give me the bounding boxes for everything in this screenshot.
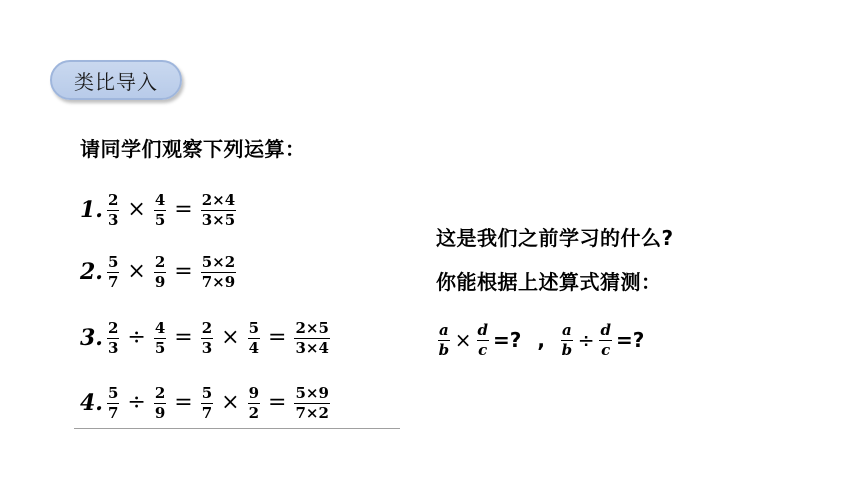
fraction-denominator: 3 xyxy=(201,338,213,357)
fraction-numerator: 2 xyxy=(107,190,119,209)
equation-number: 3. xyxy=(80,325,103,351)
formula-right-operator: ÷ xyxy=(577,328,595,352)
fraction xyxy=(294,318,329,357)
fraction-numerator: 4 xyxy=(154,318,166,337)
fraction-numerator: 5×2 xyxy=(201,252,236,271)
fraction-numerator: 2 xyxy=(154,252,166,271)
fraction-denominator: 3×5 xyxy=(201,210,236,229)
fraction-denominator: 7 xyxy=(201,403,213,422)
section-badge xyxy=(50,60,182,100)
fraction-numerator: 5×9 xyxy=(295,383,329,402)
fraction-numerator: 2 xyxy=(201,318,213,337)
operator: × xyxy=(221,325,240,350)
fraction xyxy=(154,252,166,291)
instruction-heading: 请同学们观察下列运算： xyxy=(80,137,306,161)
fraction xyxy=(248,383,260,422)
fraction xyxy=(294,383,329,422)
fraction xyxy=(201,383,213,422)
formula-right-numerator-1: a xyxy=(561,320,572,339)
operator: = xyxy=(174,325,193,350)
operator: = xyxy=(268,325,287,350)
formula-right-denominator-1: b xyxy=(561,340,573,359)
formula-right-numerator-2: d xyxy=(600,320,611,339)
fraction xyxy=(201,318,213,357)
operator: = xyxy=(268,390,287,415)
fraction xyxy=(154,318,166,357)
equation-number: 2. xyxy=(80,259,103,285)
formula-right-result: =? xyxy=(615,328,645,352)
operator: × xyxy=(221,390,240,415)
fraction xyxy=(154,190,166,229)
formula-left-result: =? xyxy=(493,328,522,352)
formula-left-frac-2 xyxy=(477,320,490,359)
fraction-denominator: 9 xyxy=(154,272,166,291)
fraction-denominator: 9 xyxy=(154,403,166,422)
fraction-numerator: 2 xyxy=(107,318,119,337)
fraction-denominator: 5 xyxy=(154,210,166,229)
fraction-denominator: 3 xyxy=(107,210,119,229)
formula-left-numerator-1: a xyxy=(439,320,449,339)
section-badge-label: 类比导入 xyxy=(74,69,158,94)
fraction-denominator: 4 xyxy=(248,338,260,357)
fraction xyxy=(248,318,260,357)
fraction xyxy=(201,190,236,229)
fraction xyxy=(154,383,166,422)
general-formula xyxy=(436,316,644,364)
fraction-numerator: 5 xyxy=(201,383,213,402)
fraction-denominator: 7×2 xyxy=(295,403,329,422)
operator: = xyxy=(174,197,193,222)
fraction xyxy=(107,190,119,229)
fraction-numerator: 5 xyxy=(107,252,119,271)
fraction-numerator: 2×4 xyxy=(201,190,236,209)
operator: = xyxy=(174,259,193,284)
formula-left-denominator-2: c xyxy=(478,340,488,359)
formula-right-denominator-2: c xyxy=(601,340,611,359)
divider-line xyxy=(74,428,400,429)
equation-1 xyxy=(80,186,238,234)
fraction xyxy=(201,252,236,291)
question-guess: 你能根据上述算式猜测： xyxy=(436,270,662,294)
fraction xyxy=(107,383,119,422)
fraction-numerator: 9 xyxy=(248,383,260,402)
fraction-denominator: 3×4 xyxy=(295,338,329,357)
fraction-denominator: 5 xyxy=(154,338,166,357)
equation-2 xyxy=(80,248,238,296)
fraction xyxy=(107,252,119,291)
fraction-numerator: 4 xyxy=(154,190,166,209)
formula-separator: , xyxy=(537,328,545,352)
formula-left-operator: × xyxy=(454,328,472,352)
fraction-denominator: 3 xyxy=(107,338,119,357)
equation-4 xyxy=(80,379,332,427)
formula-right-frac-1 xyxy=(561,320,573,359)
equation-number: 4. xyxy=(80,390,103,416)
equation-number: 1. xyxy=(80,197,103,223)
formula-left-frac-1 xyxy=(438,320,450,359)
formula-left-denominator-1: b xyxy=(438,340,450,359)
fraction-denominator: 7 xyxy=(107,403,119,422)
fraction-denominator: 7×9 xyxy=(201,272,236,291)
formula-left-numerator-2: d xyxy=(477,320,488,339)
fraction-numerator: 2 xyxy=(154,383,166,402)
fraction xyxy=(107,318,119,357)
fraction-denominator: 7 xyxy=(107,272,119,291)
operator: ÷ xyxy=(127,390,146,415)
operator: × xyxy=(127,197,146,222)
formula-right-frac-2 xyxy=(599,320,612,359)
equation-3 xyxy=(80,314,332,362)
question-previous-topic: 这是我们之前学习的什么? xyxy=(436,226,674,250)
fraction-numerator: 2×5 xyxy=(295,318,329,337)
fraction-numerator: 5 xyxy=(248,318,260,337)
operator: = xyxy=(174,390,193,415)
operator: ÷ xyxy=(127,325,146,350)
operator: × xyxy=(127,259,146,284)
fraction-numerator: 5 xyxy=(107,383,119,402)
fraction-denominator: 2 xyxy=(248,403,260,422)
